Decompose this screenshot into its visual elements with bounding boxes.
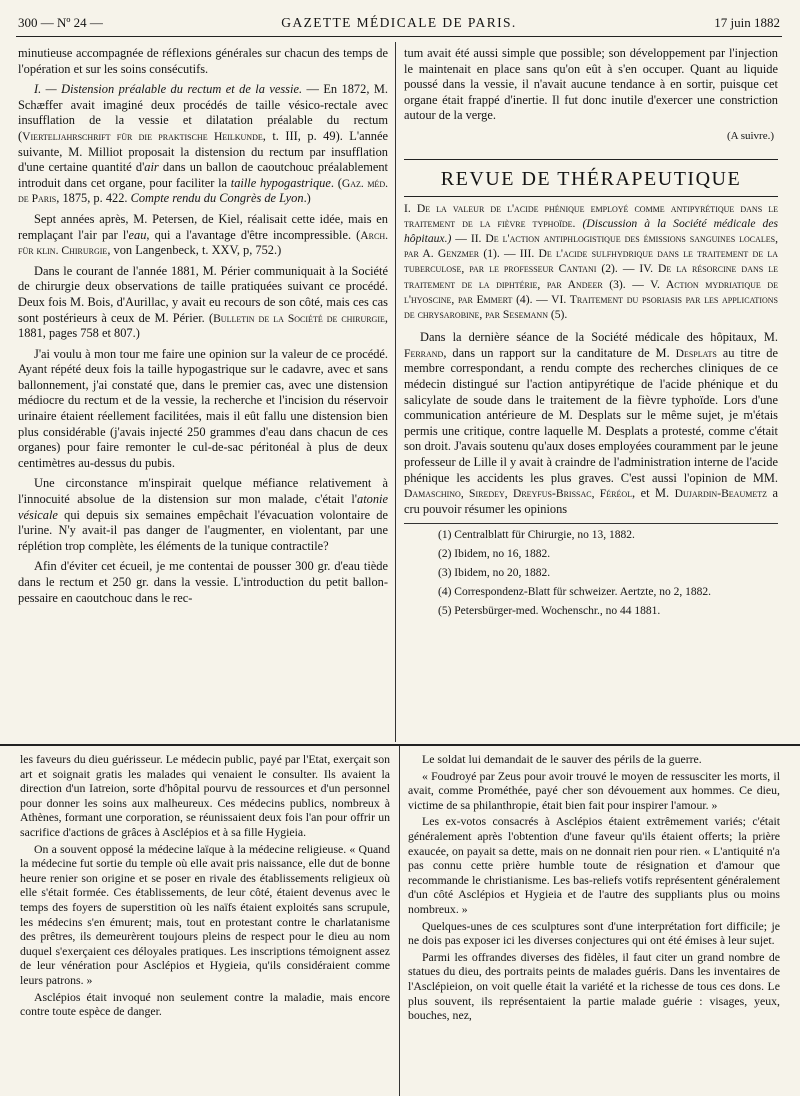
footnote: (5) Petersbürger-med. Wochenschr., no 44 1881. bbox=[438, 605, 661, 618]
text: , 1881, pages 758 et 807.) bbox=[18, 310, 388, 341]
emphasis: Compte rendu du Congrès de Lyon bbox=[130, 191, 304, 206]
paragraph: Le soldat lui demandait de le sauver des périls de la guerre. bbox=[422, 752, 702, 766]
paragraph bbox=[18, 476, 388, 554]
text: , von Langenbeck, t. XXV, p, 752.) bbox=[107, 243, 282, 258]
text: , 1875, p. 422. bbox=[56, 191, 131, 206]
paragraph bbox=[404, 46, 778, 124]
paragraph: Parmi les offrandes diverses des fidèles, il faut citer un grand nombre de statues du dieu, des portraits peints de malades guéris. Dans les inventaires de l'Asclépieion, on voit quelle était la variété et la richesse de tous ces dons. Le plus souvent, ils représentaient la partie malade guérie : visages, yeux, bouches, nez, bbox=[408, 949, 780, 1023]
lower-right-column bbox=[408, 752, 780, 1025]
footnote: (3) Ibidem, no 20, 1882. bbox=[438, 567, 551, 580]
text: Dans la dernière séance de la Société médicale des hôpitaux, M. bbox=[420, 330, 778, 345]
emphasis: taille hypogastrique bbox=[230, 175, 331, 190]
page-number: 300 — Nº 24 — bbox=[18, 15, 103, 30]
emphasis: eau bbox=[128, 227, 147, 242]
paragraph: Asclépios était invoqué non seulement contre la maladie, mais encore contre toute espèce de danger. bbox=[20, 989, 390, 1019]
text: , qui a l'avantage d'être incompressible. ( bbox=[146, 227, 361, 242]
citation: Arch. für klin. Chirurgie bbox=[18, 228, 389, 258]
paragraph bbox=[18, 347, 388, 472]
paragraph bbox=[18, 82, 388, 207]
text: , dans un rapport sur la canditature de M. bbox=[443, 345, 676, 360]
citation: Vierteljahrschrift für die praktische Heilkunde bbox=[22, 129, 263, 143]
section-divider bbox=[0, 744, 800, 746]
text: Sept années après, M. Petersen, de Kiel, réalisait cette idée, mais en remplaçant l'air par l' bbox=[18, 211, 388, 242]
footnote: (4) Correspondenz-Blatt für schweizer. Aertzte, no 2, 1882. bbox=[438, 586, 712, 599]
paragraph: Les ex-votos consacrés à Asclépios étaient extrêmement variés; c'était généralement après l'obtention d'une faveur qu'ils étaient offerts; la prière exaucée, on payait sa dette, mais on ne donnait rien pour rien. « L'antiquité n'a pas connu cette prière humble toute de résignation et d'amour que recommande le christianisme. Les bas-reliefs votifs représentent généralement d'un côté Asclépios et Hygieia et de l'autre des suppliants plus ou moins nombreux. » bbox=[408, 814, 780, 916]
column-divider bbox=[395, 42, 396, 742]
text: dans un ballon de caoutchouc préalablement introduit dans cet organe, pour faciliter la bbox=[18, 160, 388, 190]
section-summary bbox=[404, 201, 778, 323]
text: — II. De l'action antiphlogistique des émissions sanguines locales, par A. Genzmer (1). — III. De l'acide sulfhydrique dans le traitement de la tuberculose, par le professeur Cantani (2). — IV. De la résorcine dans le traitement de la diphtérie, par Andeer (3). — V. Action mydriatique de l'hyoscine, par Emmert (4). — VI. Traitement du psoriasis par les applications de chrysarobine, par Sesemann (5). bbox=[404, 231, 778, 321]
emphasis: (Discussion à la Société médicale des hôpitaux.) bbox=[404, 216, 778, 245]
text: qui depuis six semaines empêchait l'évacuation volontaire de l'urine. N'y avait-il pas danger de l'augmenter, en violentant, par une réplétion trop complète, les éléments de la tunique contractile? bbox=[18, 507, 388, 553]
paragraph: Quelques-unes de ces sculptures sont d'une interprétation fort difficile; je ne dois pas exposer ici les diverses conjectures qui ont été émises à leur sujet. bbox=[408, 918, 780, 948]
text: tum avait été aussi simple que possible; son développement par l'injection le maintenait en place sans qu'on eût à s'en occuper. Quant au liquide poussé dans la vessie, il n'avait aucune tendance à en sortir, puisque cet organe était frappé d'inertie. Il fut donc inutile d'exercer une constriction autour de la verge. bbox=[404, 46, 778, 123]
footnote-rule bbox=[404, 523, 778, 524]
lower-left-column bbox=[20, 752, 390, 1021]
paragraph: les faveurs du dieu guérisseur. Le médecin public, payé par l'Etat, exerçait son art et soignait gratis les malades qui venaient le consulter. Ils avaient la direction d'un Iatreion, sorte d'hôpital pourvu de ressources et d'un personnel pour donner les soins aux malheureux. Ces médecins publics, nombreux à Athènes, formant une corporation, se réunissaient deux fois l'an pour offrir un sacrifice d'actions de grâces à Asclépios et à sa fille Hygieia. bbox=[20, 752, 390, 839]
text: , et M. bbox=[632, 486, 675, 501]
paragraph bbox=[18, 559, 388, 606]
citation: Bulletin de la Société de chirurgie bbox=[213, 311, 385, 325]
person-name: Desplats bbox=[675, 346, 717, 360]
section-title: REVUE DE THÉRAPEUTIQUE bbox=[404, 159, 778, 197]
text: J'ai voulu à mon tour me faire une opinion sur la valeur de ce procédé. Ayant répété deux fois la taille hypogastrique sur le cadavre, avec et sans ballonnement, j'ai constaté que, dans le premier cas, avec une distension médiocre du rectum et de la vessie, la recherche et l'incision du réservoir urinaire étaient réellement facilitées, mais il eût fallu une distension bien plus considérable (j'avais injecté 250 grammes d'eau dans chacun de ces organes) pour faire remonter le cul-de-sac péritonéal à plus de deux centimètres au-dessus du pubis. bbox=[18, 346, 388, 470]
issue-date: 17 juin 1882 bbox=[714, 15, 780, 30]
text: au titre de membre correspondant, a rendu compte des recherches cliniques de ce médecin distingué sur l'action antipyrétique de l'acide phénique et du salicylate de soude dans le traitement de la fièvre typhoïde. Lors d'une communication antérieure de M. Desplats sur le même sujet, je m'étais permis une critique, contre laquelle M. Desplats a protesté, comme c'était son droit. J'avais soutenu qu'aux doses employées couramment par le jeune professeur de Lille il y avait à craindre de l'administration interne de l'acide phénique les accidents les plus graves. C'est aussi l'opinion de MM. bbox=[404, 345, 778, 485]
paragraph bbox=[18, 264, 388, 342]
right-column bbox=[404, 46, 778, 623]
section-lead: I. — Distension préalable du rectum et de la vessie. bbox=[34, 82, 303, 97]
text: Afin d'éviter cet écueil, je me contentai de pousser 300 gr. d'eau tiède dans le rectum et 250 gr. dans la vessie. L'introduction du petit ballon-pessaire en caoutchouc dans le rec- bbox=[18, 559, 388, 605]
paragraph bbox=[18, 46, 388, 77]
person-name: Damaschino, Siredey, Dreyfus-Brissac, Féréol bbox=[404, 487, 633, 501]
text: I. De la valeur de l'acide phénique employé comme antipyrétique dans le traitement de la fièvre typhoïde. bbox=[404, 201, 778, 230]
text: .) bbox=[303, 191, 311, 206]
text: — En 1872, M. Schæffer avait imaginé deux procédés de taille vésico-rectale avec insufflation de la vessie et dilatation préalable du rectum ( bbox=[18, 82, 388, 143]
text: Dans le courant de l'année 1881, M. Périer communiquait à la Société de chirurgie deux observations de taille pratiquées suivant ce procédé. Deux fois M. Bois, d'Aurillac, y avait eu recours de son côté, mais ces cas sont postérieurs à ceux de M. Périer. ( bbox=[18, 263, 388, 325]
paragraph bbox=[404, 330, 778, 517]
text: a cru pouvoir résumer les opinions bbox=[404, 486, 778, 516]
paragraph bbox=[18, 212, 388, 259]
footnote: (1) Centralblatt für Chirurgie, no 13, 1882. bbox=[438, 529, 635, 542]
text: Une circonstance m'inspirait quelque méfiance relativement à l'innocuité absolue de la distension sur mon malade, c'était l' bbox=[18, 476, 388, 507]
person-name: Dujardin-Beaumetz bbox=[674, 487, 768, 501]
page-header bbox=[18, 12, 780, 34]
left-column bbox=[18, 46, 388, 611]
column-divider bbox=[399, 746, 400, 1096]
emphasis: atonie vésicale bbox=[18, 492, 388, 522]
text: , t. III, p. 49). L'année suivante, M. Milliot proposait la distension du rectum par insufflation d'une certaine quantité d' bbox=[18, 128, 388, 175]
continued-note: (A suivre.) bbox=[726, 129, 774, 142]
paragraph: On a souvent opposé la médecine laïque à la médecine religieuse. « Quand la médecine fut sortie du temple où elle avait pris naissance, elle dut de bonne heure renier son origine et se poser en rivale des établissements religieux où elle s'était formée. Ces établissements, de leur côté, étaient devenus avec le temps des foyers de superstition où les naïfs étaient exploités sans scrupule, les médecins s'en émurent; mais, tout en protestant contre le charlatanisme des prêtres, ils demeurèrent toujours pleins de respect pour le dieu au nom duquel s'exerçaient ces déloyales pratiques. Les inscriptions témoignent assez de leur vénération pour Asclépios et Hygieia, qu'ils considéraient comme leurs patrons. » bbox=[20, 841, 390, 987]
citation: Gaz. méd. de Paris bbox=[18, 176, 388, 206]
footnote: (2) Ibidem, no 16, 1882. bbox=[438, 548, 551, 561]
person-name: Ferrand bbox=[404, 346, 444, 360]
journal-title: GAZETTE MÉDICALE DE PARIS. bbox=[281, 15, 517, 30]
text: minutieuse accompagnée de réflexions générales sur chacun des temps de l'opération et sur les soins consécutifs. bbox=[18, 46, 388, 76]
text: . ( bbox=[330, 175, 342, 190]
paragraph: « Foudroyé par Zeus pour avoir trouvé le moyen de ressusciter les morts, il avait, comme Prométhée, payé cher son dévouement aux hommes. Ce dieu, victime de sa philanthropie, était bien fait pour inspirer l'amour. » bbox=[408, 768, 780, 812]
header-rule bbox=[16, 36, 782, 37]
emphasis: air bbox=[144, 160, 159, 175]
footnotes bbox=[422, 528, 778, 618]
